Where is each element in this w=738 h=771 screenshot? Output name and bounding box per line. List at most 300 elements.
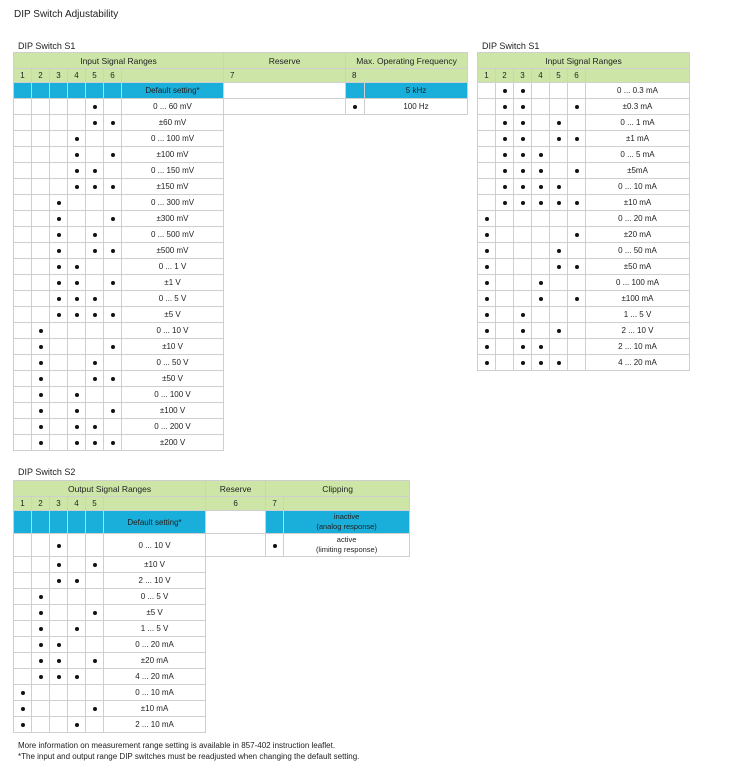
range-row [14,307,468,323]
range-row [14,243,468,259]
switch-cell [32,131,50,147]
range-label: ±60 mV [122,115,224,131]
switch-on-dot [503,201,507,205]
range-label: ±500 mV [122,243,224,259]
switch-on-dot [557,185,561,189]
switch-on-dot [39,361,43,365]
reserve-cell [206,534,266,557]
range-label: 0 ... 0.3 mA [586,83,690,99]
switch-cell [532,227,550,243]
switch-col-number: 4 [532,69,550,83]
switch-cell [50,275,68,291]
s1c-switch-number-row [478,69,690,83]
switch-on-dot [57,281,61,285]
switch-cell [568,211,586,227]
range-label: 4 ... 20 mA [104,669,206,685]
switch-on-dot [93,377,97,381]
switch-cell [532,275,550,291]
switch-on-dot [93,169,97,173]
switch-cell [478,339,496,355]
switch-cell [50,339,68,355]
switch-cell [32,685,50,701]
switch-cell [50,534,68,557]
default-setting-row [14,83,468,99]
switch-cell [32,179,50,195]
switch-on-dot [485,281,489,285]
switch-on-dot [557,249,561,253]
clip-label-header [284,497,410,511]
switch-cell [532,323,550,339]
switch-cell [104,307,122,323]
switch-cell [496,339,514,355]
switch-cell [50,179,68,195]
switch-cell [68,435,86,451]
range-row [478,275,690,291]
switch-col-number: 3 [514,69,532,83]
switch-on-dot [521,345,525,349]
switch-on-dot [557,137,561,141]
switch-cell [532,179,550,195]
switch-cell [86,131,104,147]
switch-cell [550,307,568,323]
switch-cell [68,227,86,243]
switch-on-dot [57,643,61,647]
range-label: 0 ... 150 mV [122,163,224,179]
switch-col-number: 4 [68,69,86,83]
switch-cell [478,147,496,163]
switch-cell [32,371,50,387]
switch-on-dot [557,121,561,125]
switch-on-dot [485,249,489,253]
switch-cell [68,163,86,179]
switch-cell [68,589,86,605]
switch-on-dot [39,329,43,333]
switch-cell [104,387,122,403]
range-label: 0 ... 1 mA [586,115,690,131]
switch-on-dot [57,659,61,663]
range-row [14,605,410,621]
switch-cell [86,605,104,621]
switch-cell [496,307,514,323]
switch-cell [50,291,68,307]
switch-cell [50,557,68,573]
switch-cell [568,131,586,147]
range-label: 0 ... 5 mA [586,147,690,163]
switch-cell [14,653,32,669]
switch-cell [14,131,32,147]
switch-on-dot [111,185,115,189]
clip-response: (analog response) [316,522,377,531]
switch-cell [14,387,32,403]
range-row [478,307,690,323]
s2-reserve-group-header: Reserve [206,481,266,497]
switch-on-dot [57,579,61,583]
page-title: DIP Switch Adjustability [14,9,119,20]
range-label: 0 ... 5 V [104,589,206,605]
switch-cell [14,435,32,451]
s2-clip-group-header: Clipping [266,481,410,497]
switch-on-dot [39,627,43,631]
switch-cell [86,589,104,605]
range-label: ±10 mA [104,701,206,717]
switch-cell [86,243,104,259]
switch-cell [68,605,86,621]
switch-cell [104,291,122,307]
switch-cell [32,227,50,243]
switch-on-dot [521,105,525,109]
switch-on-dot [521,121,525,125]
range-row [14,685,410,701]
switch-on-dot [75,313,79,317]
switch-on-dot [39,393,43,397]
switch-cell [32,243,50,259]
switch-cell [68,243,86,259]
switch-on-dot [39,595,43,599]
switch-cell [14,717,32,733]
switch-cell [86,534,104,557]
switch-on-dot [575,233,579,237]
switch-cell [104,339,122,355]
switch-on-dot [557,265,561,269]
switch-on-dot [485,265,489,269]
switch-cell [86,115,104,131]
switch-cell [496,163,514,179]
default-setting-label: Default setting* [104,511,206,534]
switch-cell [14,291,32,307]
switch-on-dot [39,611,43,615]
range-row [14,355,468,371]
switch-cell [50,243,68,259]
switch-cell [50,573,68,589]
range-label: 1 ... 5 V [586,307,690,323]
switch-on-dot [521,313,525,317]
s1-switch-number-row [14,69,468,83]
range-label: 0 ... 10 V [122,323,224,339]
range-label: 2 ... 10 V [586,323,690,339]
s1c-input-group-header: Input Signal Ranges [478,53,690,69]
freq-cell [346,83,468,99]
switch-cell [86,227,104,243]
s1-reserve-group-header: Reserve [224,53,346,69]
range-label: 2 ... 10 mA [104,717,206,733]
switch-cell [14,323,32,339]
switch-on-dot [57,233,61,237]
range-label: ±100 mV [122,147,224,163]
switch-on-dot [93,297,97,301]
switch-cell [568,323,586,339]
switch-cell [550,259,568,275]
range-label: 0 ... 10 V [104,534,206,557]
switch-cell [104,419,122,435]
range-row [478,243,690,259]
switch-cell [32,419,50,435]
switch-on-dot [485,361,489,365]
switch-cell [532,83,550,99]
switch-cell [550,211,568,227]
switch-cell [68,685,86,701]
label-col-header [122,69,224,83]
switch-on-dot [521,153,525,157]
switch-on-dot [75,169,79,173]
clip-response: (limiting response) [315,545,378,554]
range-row [14,147,468,163]
switch-on-dot [539,361,543,365]
switch-cell [496,259,514,275]
switch-cell [104,99,122,115]
switch-cell [104,227,122,243]
range-row [14,534,410,557]
switch-cell [68,557,86,573]
switch-cell [32,573,50,589]
switch-cell [86,717,104,733]
range-label: ±20 mA [104,653,206,669]
range-label: 0 ... 50 V [122,355,224,371]
range-label: ±10 V [104,557,206,573]
switch-cell [514,211,532,227]
switch-cell [478,211,496,227]
switch-cell [496,275,514,291]
switch-cell [86,259,104,275]
switch-cell [514,355,532,371]
range-label: 0 ... 60 mV [122,99,224,115]
switch-cell [104,371,122,387]
switch-on-dot [503,105,507,109]
switch-cell [496,291,514,307]
switch-cell [86,403,104,419]
switch-cell [496,323,514,339]
switch-cell [50,323,68,339]
switch-cell [104,275,122,291]
range-row [478,163,690,179]
reserve-col-number: 6 [206,497,266,511]
clip-label [284,534,410,557]
range-label: ±1 mA [586,131,690,147]
switch-cell [32,511,50,534]
range-row [14,701,410,717]
switch-on-dot [57,675,61,679]
switch-on-dot [93,441,97,445]
switch-col-number: 3 [50,497,68,511]
switch-cell [514,83,532,99]
switch-cell [68,669,86,685]
switch-cell [32,387,50,403]
range-label: ±0.3 mA [586,99,690,115]
reserve-col-number: 7 [224,69,346,83]
s1-input-group-header: Input Signal Ranges [14,53,224,69]
switch-cell [478,195,496,211]
switch-cell [568,83,586,99]
switch-cell [68,403,86,419]
switch-cell [50,355,68,371]
switch-cell [496,83,514,99]
switch-on-dot [557,201,561,205]
switch-cell [550,195,568,211]
switch-cell [68,637,86,653]
switch-cell [50,163,68,179]
switch-cell [550,291,568,307]
switch-on-dot [75,393,79,397]
switch-on-dot [57,249,61,253]
switch-cell [514,291,532,307]
switch-on-dot [21,707,25,711]
switch-cell [514,243,532,259]
switch-on-dot [485,217,489,221]
switch-cell [532,163,550,179]
switch-cell [32,701,50,717]
switch-on-dot [111,281,115,285]
switch-cell [478,99,496,115]
switch-cell [32,435,50,451]
s1-voltage-title: DIP Switch S1 [18,41,76,51]
switch-on-dot [93,611,97,615]
switch-cell [50,211,68,227]
switch-cell [86,163,104,179]
switch-cell [568,291,586,307]
switch-cell [532,259,550,275]
switch-cell [68,307,86,323]
range-row [14,179,468,195]
switch-on-dot [539,297,543,301]
switch-cell [568,99,586,115]
s1-freq-group-header: Max. Operating Frequency [346,53,468,69]
clip-state: inactive [333,512,360,521]
range-label: 4 ... 20 mA [586,355,690,371]
switch-cell [68,83,86,99]
switch-on-dot [93,233,97,237]
switch-cell [568,163,586,179]
switch-on-dot [93,563,97,567]
range-row [14,435,468,451]
range-row [478,291,690,307]
switch-on-dot [539,281,543,285]
switch-on-dot [521,361,525,365]
switch-cell [532,291,550,307]
switch-cell [514,163,532,179]
switch-on-dot [111,313,115,317]
switch-cell [514,115,532,131]
switch-cell [104,115,122,131]
switch-cell [68,419,86,435]
range-label: ±5 V [104,605,206,621]
switch-cell [50,99,68,115]
switch-cell [32,275,50,291]
s2-table [13,480,410,733]
switch-cell [104,243,122,259]
range-row [478,339,690,355]
switch-cell [14,685,32,701]
switch-on-dot [111,153,115,157]
switch-on-dot [93,105,97,109]
s2-title: DIP Switch S2 [18,467,76,477]
s2-switch-number-row [14,497,410,511]
switch-cell [104,323,122,339]
switch-cell [514,323,532,339]
switch-cell [14,259,32,275]
switch-cell [478,227,496,243]
range-row [478,227,690,243]
default-setting-label: Default setting* [122,83,224,99]
switch-on-dot [503,121,507,125]
switch-cell [50,147,68,163]
switch-cell [514,275,532,291]
range-label: ±50 mA [586,259,690,275]
switch-on-dot [353,105,357,109]
switch-cell [550,99,568,115]
switch-on-dot [39,409,43,413]
range-row [14,195,468,211]
switch-cell [14,275,32,291]
range-row [14,557,410,573]
range-row [14,621,410,637]
switch-on-dot [57,265,61,269]
switch-cell [68,179,86,195]
switch-cell [32,147,50,163]
switch-cell [14,701,32,717]
switch-col-number: 5 [86,497,104,511]
switch-cell [68,211,86,227]
switch-cell [32,605,50,621]
switch-on-dot [93,185,97,189]
switch-on-dot [273,544,277,548]
switch-cell [478,131,496,147]
range-row [14,669,410,685]
range-row [14,717,410,733]
switch-cell [68,653,86,669]
switch-cell [14,605,32,621]
switch-on-dot [111,217,115,221]
switch-cell [50,589,68,605]
switch-cell [32,83,50,99]
range-row [14,637,410,653]
switch-cell [50,605,68,621]
switch-cell [14,179,32,195]
switch-cell [86,387,104,403]
switch-cell [550,355,568,371]
switch-cell [532,355,550,371]
switch-cell [68,131,86,147]
switch-on-dot [111,121,115,125]
switch-cell [550,339,568,355]
switch-on-dot [521,89,525,93]
switch-on-dot [57,563,61,567]
switch-cell [14,163,32,179]
switch-cell [550,275,568,291]
switch-cell [496,131,514,147]
range-label: ±10 mA [586,195,690,211]
switch-cell [86,701,104,717]
switch-on-dot [575,265,579,269]
switch-cell [32,99,50,115]
switch-cell [14,307,32,323]
switch-cell [68,115,86,131]
switch-cell [32,115,50,131]
range-label: ±150 mV [122,179,224,195]
switch-cell [104,163,122,179]
switch-on-dot [503,137,507,141]
switch-cell [104,147,122,163]
range-label: ±10 V [122,339,224,355]
switch-cell [478,115,496,131]
switch-cell [50,259,68,275]
switch-on-dot [75,409,79,413]
switch-on-dot [93,425,97,429]
freq-label: 100 Hz [403,102,429,111]
switch-on-dot [75,265,79,269]
s1-current-title: DIP Switch S1 [482,41,540,51]
range-row [478,83,690,99]
switch-on-dot [75,137,79,141]
switch-cell [32,259,50,275]
